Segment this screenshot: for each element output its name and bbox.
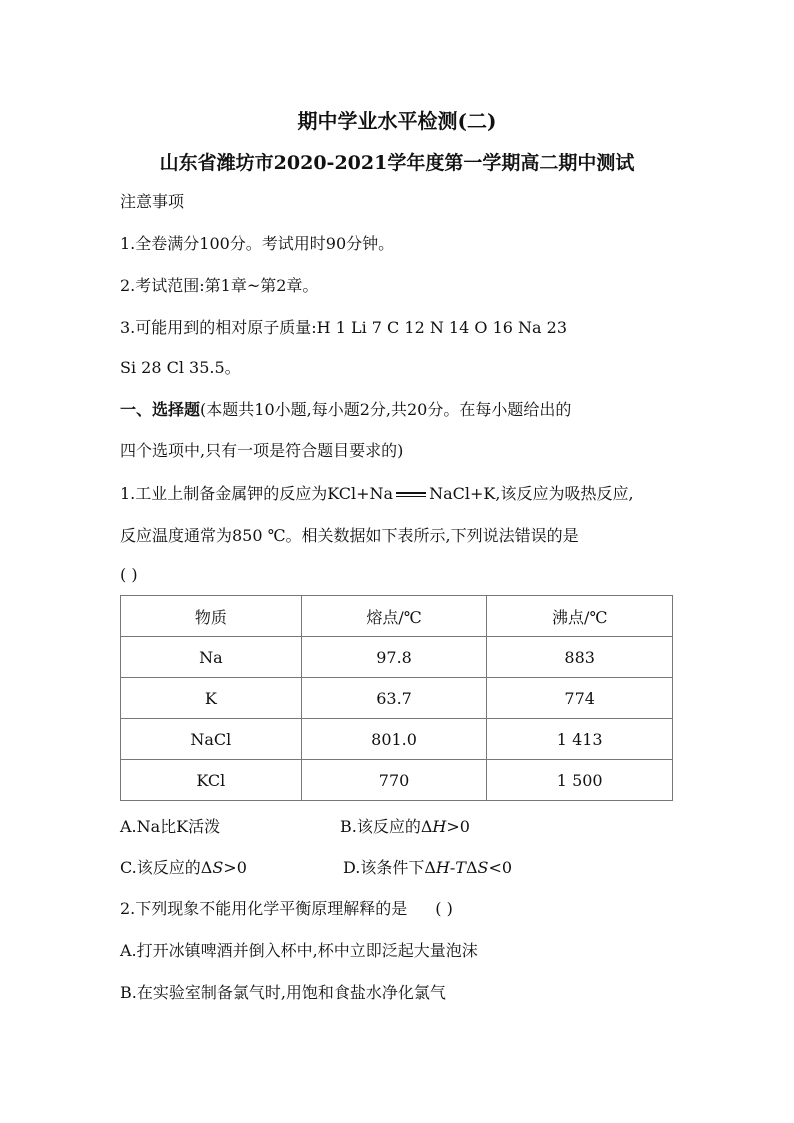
q1-option-a[interactable]: A.Na比K活泼 (120, 817, 221, 836)
table-row (121, 760, 673, 801)
q2-stem-text: 2.下列现象不能用化学平衡原理解释的是 (120, 899, 408, 918)
table-cell: Na (121, 637, 302, 678)
section-1-desc-cont: 四个选项中,只有一项是符合题目要求的) (120, 441, 404, 460)
table-cell: 774 (487, 678, 673, 719)
table-cell: 801.0 (301, 719, 487, 760)
option-c-text: C.该反应的Δ (120, 858, 213, 877)
table-cell: KCl (121, 760, 302, 801)
notes-heading: 注意事项 (120, 192, 185, 211)
question-2-stem (120, 899, 453, 919)
table-row (121, 678, 673, 719)
q2-option-b[interactable]: B.在实验室制备氯气时,用饱和食盐水净化氯气 (120, 983, 446, 1002)
note-item-3: 3.可能用到的相对原子质量:H 1 Li 7 C 12 N 14 O 16 Na 23 (120, 318, 567, 337)
q1-stem-part2: NaCl+K,该反应为吸热反应, (429, 484, 634, 503)
question-1-stem (120, 484, 634, 504)
exam-subtitle: 山东省潍坊市2020-2021学年度第一学期高二期中测试 (159, 152, 635, 174)
variable-s: S (212, 858, 224, 877)
table-cell: 63.7 (301, 678, 487, 719)
q1-option-d[interactable] (343, 858, 512, 878)
table-cell: NaCl (121, 719, 302, 760)
equilibrium-arrow-icon (396, 492, 426, 497)
table-header: 沸点/℃ (487, 596, 673, 637)
table-header-row (121, 596, 673, 637)
table-header: 熔点/℃ (301, 596, 487, 637)
table-cell: 97.8 (301, 637, 487, 678)
table-cell: 1 413 (487, 719, 673, 760)
q1-option-b[interactable] (340, 817, 470, 837)
variable-h: H (435, 858, 450, 877)
note-item-1: 1.全卷满分100分。考试用时90分钟。 (120, 234, 395, 253)
variable-s: S (477, 858, 489, 877)
answer-blank[interactable]: ( ) (120, 565, 138, 584)
table-header: 物质 (121, 596, 302, 637)
answer-blank[interactable]: ( ) (435, 899, 453, 918)
delta-symbol: Δ (465, 858, 478, 877)
variable-t: T (455, 858, 466, 877)
table-cell: K (121, 678, 302, 719)
section-1-intro (120, 400, 571, 420)
option-d-text: D.该条件下Δ (343, 858, 436, 877)
option-d-tail: <0 (488, 858, 513, 877)
section-1-heading: 一、选择题 (120, 400, 201, 419)
page-title: 期中学业水平检测(二) (297, 109, 497, 133)
table-cell: 770 (301, 760, 487, 801)
table-cell: 1 500 (487, 760, 673, 801)
q1-option-c[interactable] (120, 858, 247, 878)
table-row (121, 719, 673, 760)
note-item-3-cont: Si 28 Cl 35.5。 (120, 358, 241, 377)
question-1-stem-cont: 反应温度通常为850 ℃。相关数据如下表所示,下列说法错误的是 (120, 526, 579, 545)
note-item-2: 2.考试范围:第1章~第2章。 (120, 276, 319, 295)
section-1-desc: (本题共10小题,每小题2分,共20分。在每小题给出的 (200, 400, 572, 419)
q1-stem-part1: 1.工业上制备金属钾的反应为KCl+Na (120, 484, 394, 503)
option-c-tail: >0 (223, 858, 247, 877)
table-row (121, 637, 673, 678)
option-b-text: B.该反应的Δ (340, 817, 433, 836)
variable-h: H (432, 817, 447, 836)
data-table (120, 595, 673, 801)
q2-option-a[interactable]: A.打开冰镇啤酒并倒入杯中,杯中立即泛起大量泡沫 (120, 941, 478, 960)
option-b-tail: >0 (446, 817, 470, 836)
table-cell: 883 (487, 637, 673, 678)
minus-sign: - (449, 858, 456, 877)
